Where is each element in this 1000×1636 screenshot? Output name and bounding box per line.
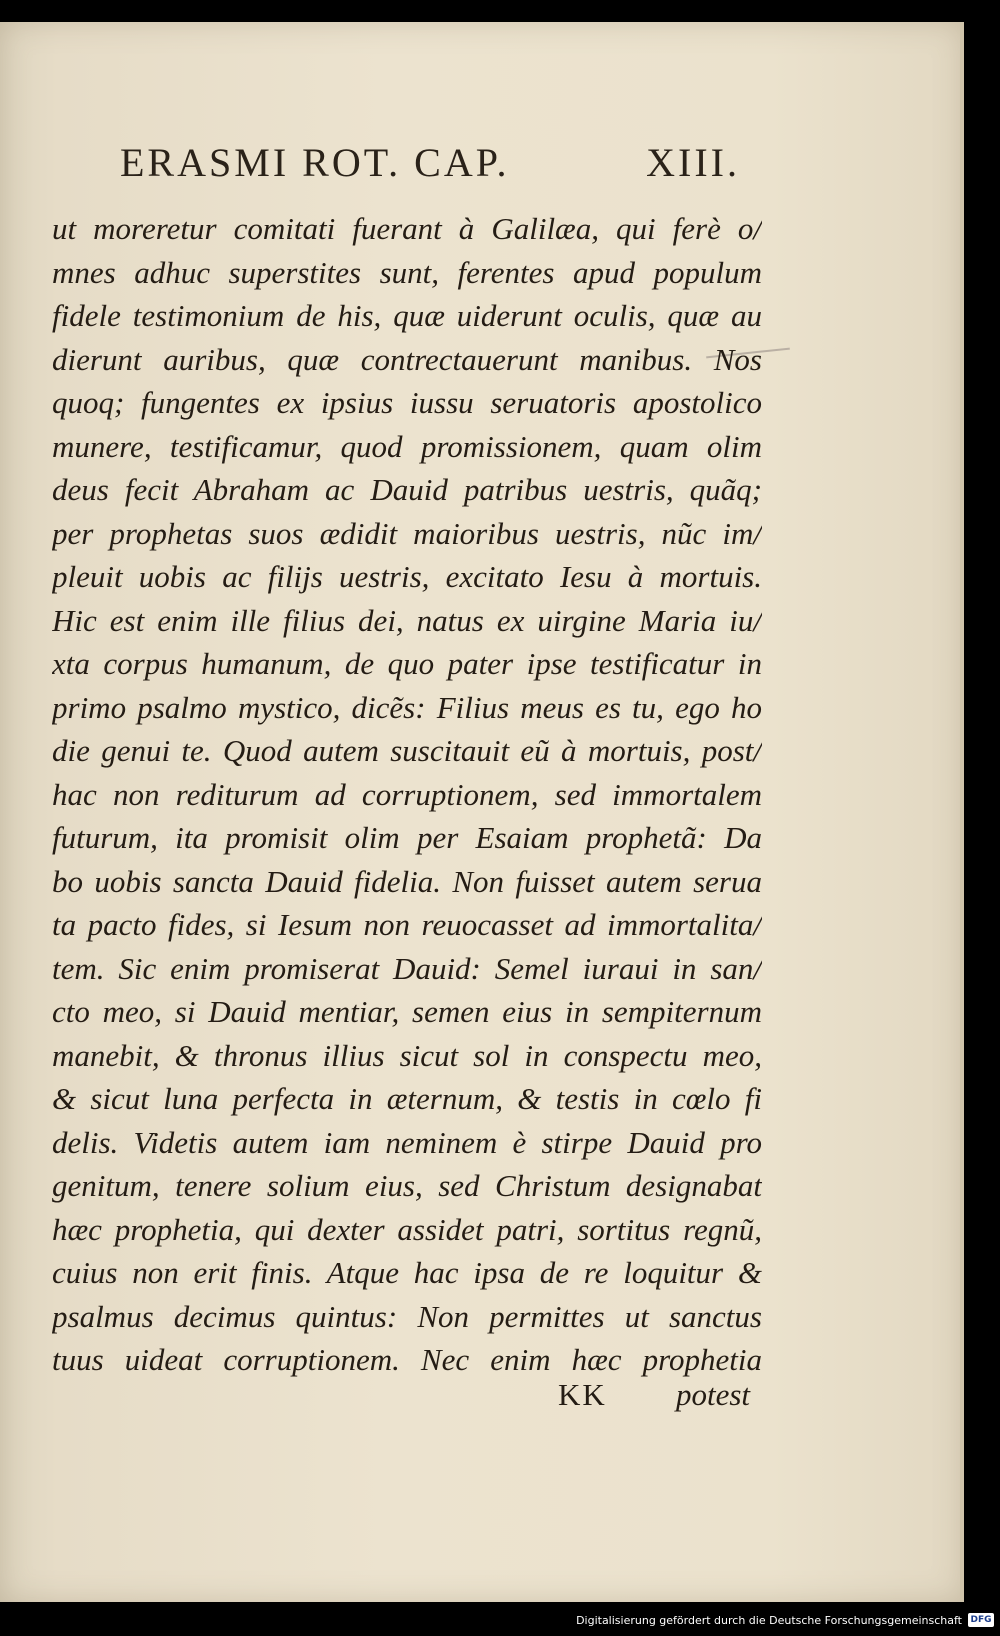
text-line: primo psalmo mystico, dicẽs: Filius meus es tu, ego ho bbox=[52, 689, 762, 725]
text-line: dierunt auribus, quæ contrectauerunt manibus. Nos bbox=[52, 341, 762, 377]
text-line: die genui te. Quod autem suscitauit eũ à mortuis, post/ bbox=[52, 733, 762, 768]
text-line: xta corpus humanum, de quo pater ipse testificatur in bbox=[52, 646, 762, 681]
text-line: & sicut luna perfecta in æternum, & testis in cœlo fi bbox=[52, 1081, 762, 1116]
dfg-logo-icon: DFG bbox=[968, 1613, 994, 1627]
book-page bbox=[0, 22, 964, 1602]
text-line: munere, testificamur, quod promissionem, quam olim bbox=[52, 428, 762, 464]
text-line: hac non rediturum ad corruptionem, sed immortalem bbox=[52, 776, 762, 812]
text-line: psalmus decimus quintus: Non permittes ut sanctus bbox=[52, 1298, 762, 1334]
text-line: tuus uideat corruptionem. Nec enim hæc prophetia bbox=[52, 1342, 762, 1377]
page-edge bbox=[960, 22, 964, 1602]
text-line: deus fecit Abraham ac Dauid patribus uestris, quãq; bbox=[52, 472, 762, 507]
text-line: cuius non erit finis. Atque hac ipsa de re loquitur & bbox=[52, 1255, 762, 1290]
text-line: manebit, & thronus illius sicut sol in conspectu meo, bbox=[52, 1037, 762, 1073]
text-line: per prophetas suos ædidit maioribus uestris, nũc im/ bbox=[52, 515, 762, 551]
text-line: delis. Videtis autem iam neminem è stirpe Dauid pro bbox=[52, 1124, 762, 1160]
text-line: futurum, ita promisit olim per Esaiam prophetã: Da bbox=[52, 820, 762, 855]
signature-mark: KK bbox=[558, 1377, 607, 1412]
text-line: tem. Sic enim promiserat Dauid: Semel iuraui in san/ bbox=[52, 950, 762, 986]
text-line: quoq; fungentes ex ipsius iussu seruatoris apostolico bbox=[52, 385, 762, 420]
text-line: genitum, tenere solium eius, sed Christum designabat bbox=[52, 1168, 762, 1203]
text-line: mnes adhuc superstites sunt, ferentes apud populum bbox=[52, 254, 762, 290]
text-line: bo uobis sancta Dauid fidelia. Non fuisset autem serua bbox=[52, 863, 762, 899]
running-head bbox=[120, 132, 740, 192]
catchword: potest bbox=[676, 1377, 751, 1412]
running-head-chapter: XIII. bbox=[646, 139, 740, 185]
text-line: hæc prophetia, qui dexter assidet patri, sortitus regnũ, bbox=[52, 1211, 762, 1247]
running-head-title: ERASMI ROT. CAP. bbox=[120, 139, 510, 185]
body-text bbox=[52, 207, 762, 1382]
text-line: pleuit uobis ac filijs uestris, excitato Iesu à mortuis. bbox=[52, 559, 762, 594]
text-line: ta pacto fides, si Iesum non reuocasset ad immortalita/ bbox=[52, 907, 762, 942]
text-line: fidele testimonium de his, quæ uiderunt oculis, quæ au bbox=[52, 298, 762, 333]
text-line: cto meo, si Dauid mentiar, semen eius in sempiternum bbox=[52, 994, 762, 1029]
digitization-footer bbox=[576, 1607, 994, 1633]
text-line: ut moreretur comitati fuerant à Galilæa, qui ferè o/ bbox=[52, 211, 762, 246]
footer-credit: Digitalisierung gefördert durch die Deutsche Forschungsgemeinschaft bbox=[576, 1613, 962, 1627]
text-line: Hic est enim ille filius dei, natus ex uirgine Maria iu/ bbox=[52, 602, 762, 638]
